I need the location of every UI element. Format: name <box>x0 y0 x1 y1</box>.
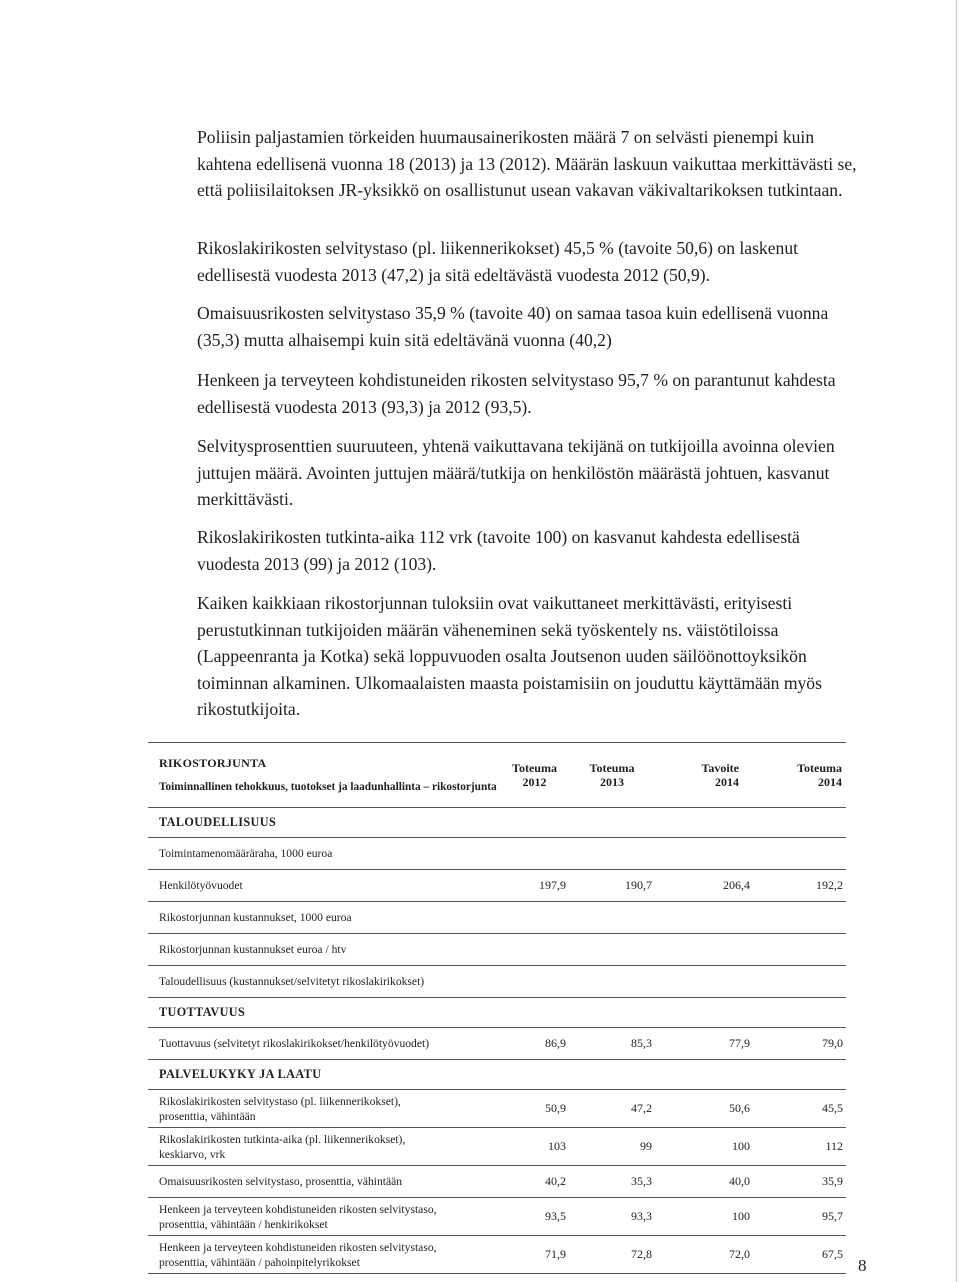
cell-value: 85,3 <box>569 1028 655 1060</box>
table-row <box>148 870 846 902</box>
table-row <box>148 1236 846 1274</box>
column-header-toteuma-2013: Toteuma 2013 <box>569 743 655 808</box>
row-label: Rikoslakirikosten selvitystaso (pl. liikennerikokset), prosenttia, vähintään <box>148 1090 500 1128</box>
cell-value: 71,9 <box>500 1236 569 1274</box>
cell-value: 93,5 <box>500 1198 569 1236</box>
table-row <box>148 838 846 870</box>
cell-value: 40,2 <box>500 1166 569 1198</box>
cell-value: 95,7 <box>753 1198 846 1236</box>
table-title: RIKOSTORJUNTA <box>159 756 267 770</box>
row-label: Tuottavuus (selvitetyt rikoslakirikokset/henkilötyövuodet) <box>148 1028 500 1060</box>
table-row <box>148 934 846 966</box>
table-row <box>148 966 846 998</box>
cell-value: 93,3 <box>569 1198 655 1236</box>
row-label: Henkeen ja terveyteen kohdistuneiden rikosten selvitystaso, prosenttia, vähintään / pahoinpitelyrikokset <box>148 1236 500 1274</box>
section-label: PALVELUKYKY JA LAATU <box>148 1060 846 1090</box>
table-header-title <box>148 743 500 808</box>
paragraph-kaiken-kaikkiaan: Kaiken kaikkiaan rikostorjunnan tuloksiin ovat vaikuttaneet merkittävästi, erityisesti perustutkinnan tutkijoiden määrän väheneminen sekä työskentely ns. väistötiloissa (Lappeenranta ja Kotka) sekä loppuvuoden osalta Joutsenon uuden säilöönottoyksikön toiminnan alkaminen. Ulkomaalaisten maasta poistamisiin on jouduttu käyttämään myös rikostutkijoita. <box>197 593 822 719</box>
section-row-palvelukyky <box>148 1060 846 1090</box>
cell-value: 86,9 <box>500 1028 569 1060</box>
cell-value: 79,0 <box>753 1028 846 1060</box>
row-label: Rikostorjunnan kustannukset, 1000 euroa <box>148 902 500 934</box>
scan-edge-line <box>956 0 957 1282</box>
column-header-toteuma-2012: Toteuma 2012 <box>500 743 569 808</box>
cell-value: 72,8 <box>569 1236 655 1274</box>
row-label: Henkilötyövuodet <box>148 870 500 902</box>
section-label: TALOUDELLISUUS <box>148 808 846 838</box>
cell-value: 99 <box>569 1128 655 1166</box>
cell-value: 72,0 <box>655 1236 753 1274</box>
paragraph-henki-terveys: Henkeen ja terveyteen kohdistuneiden rikosten selvitystaso 95,7 % on parantunut kahdesta edellisestä vuodesta 2013 (93,3) ja 2012 (93,5). <box>197 370 836 417</box>
rikostorjunta-table <box>148 742 846 1274</box>
table-row <box>148 1128 846 1166</box>
cell-value: 197,9 <box>500 870 569 902</box>
table-subtitle: Toiminnallinen tehokkuus, tuotokset ja laadunhallinta – rikostorjunta <box>159 781 497 793</box>
table-row <box>148 1166 846 1198</box>
column-header-toteuma-2014: Toteuma 2014 <box>753 743 846 808</box>
table-header-row <box>148 743 846 808</box>
cell-value: 77,9 <box>655 1028 753 1060</box>
row-label: Rikoslakirikosten tutkinta-aika (pl. liikennerikokset), keskiarvo, vrk <box>148 1128 500 1166</box>
row-label: Henkeen ja terveyteen kohdistuneiden rikosten selvitystaso, prosenttia, vähintään / henkirikokset <box>148 1198 500 1236</box>
cell-value: 47,2 <box>569 1090 655 1128</box>
cell-value: 103 <box>500 1128 569 1166</box>
cell-value: 100 <box>655 1198 753 1236</box>
row-label: Rikostorjunnan kustannukset euroa / htv <box>148 934 500 966</box>
cell-value: 190,7 <box>569 870 655 902</box>
cell-value: 40,0 <box>655 1166 753 1198</box>
paragraph-rikoslaki-selvitystaso: Rikoslakirikosten selvitystaso (pl. liikennerikokset) 45,5 % (tavoite 50,6) on laskenut edellisestä vuodesta 2013 (47,2) ja sitä edeltävästä vuodesta 2012 (50,9). <box>197 238 799 285</box>
cell-value: 100 <box>655 1128 753 1166</box>
table-row <box>148 902 846 934</box>
cell-value: 35,3 <box>569 1166 655 1198</box>
cell-value: 50,9 <box>500 1090 569 1128</box>
row-label: Omaisuusrikosten selvitystaso, prosenttia, vähintään <box>148 1166 500 1198</box>
cell-value: 206,4 <box>655 870 753 902</box>
section-row-taloudellisuus <box>148 808 846 838</box>
cell-value: 50,6 <box>655 1090 753 1128</box>
paragraph-tutkinta-aika: Rikoslakirikosten tutkinta-aika 112 vrk (tavoite 100) on kasvanut kahdesta edellisestä vuodesta 2013 (99) ja 2012 (103). <box>197 527 800 574</box>
cell-value: 112 <box>753 1128 846 1166</box>
row-label: Taloudellisuus (kustannukset/selvitetyt rikoslakirikokset) <box>148 966 500 998</box>
paragraph-avoimet-jutut: Selvitysprosenttien suuruuteen, yhtenä vaikuttavana tekijänä on tutkijoilla avoinna olevien juttujen määrä. Avointen juttujen määrä/tutkija on henkilöstön määrästä johtuen, kasvanut merkittävästi. <box>197 436 835 509</box>
section-label: TUOTTAVUUS <box>148 998 846 1028</box>
cell-value: 45,5 <box>753 1090 846 1128</box>
table-row <box>148 1198 846 1236</box>
cell-value: 35,9 <box>753 1166 846 1198</box>
paragraph-huumausainerikokset: Poliisin paljastamien törkeiden huumausainerikosten määrä 7 on selvästi pienempi kuin kahtena edellisenä vuonna 18 (2013) ja 13 (2012). Määrän laskuun vaikuttaa merkittävästi se, että poliisilaitoksen JR-yksikkö on osallistunut usean vakavan väkivaltarikoksen tutkintaan. <box>197 127 857 200</box>
cell-value: 192,2 <box>753 870 846 902</box>
cell-value: 67,5 <box>753 1236 846 1274</box>
table-row <box>148 1090 846 1128</box>
section-row-tuottavuus <box>148 998 846 1028</box>
row-label: Toimintamenomääräraha, 1000 euroa <box>148 838 500 870</box>
paragraph-omaisuusrikokset: Omaisuusrikosten selvitystaso 35,9 % (tavoite 40) on samaa tasoa kuin edellisenä vuonna (35,3) mutta alhaisempi kuin sitä edeltävänä vuonna (40,2) <box>197 303 829 350</box>
table-row <box>148 1028 846 1060</box>
column-header-tavoite-2014: Tavoite 2014 <box>655 743 753 808</box>
page-number: 8 <box>858 1256 867 1275</box>
